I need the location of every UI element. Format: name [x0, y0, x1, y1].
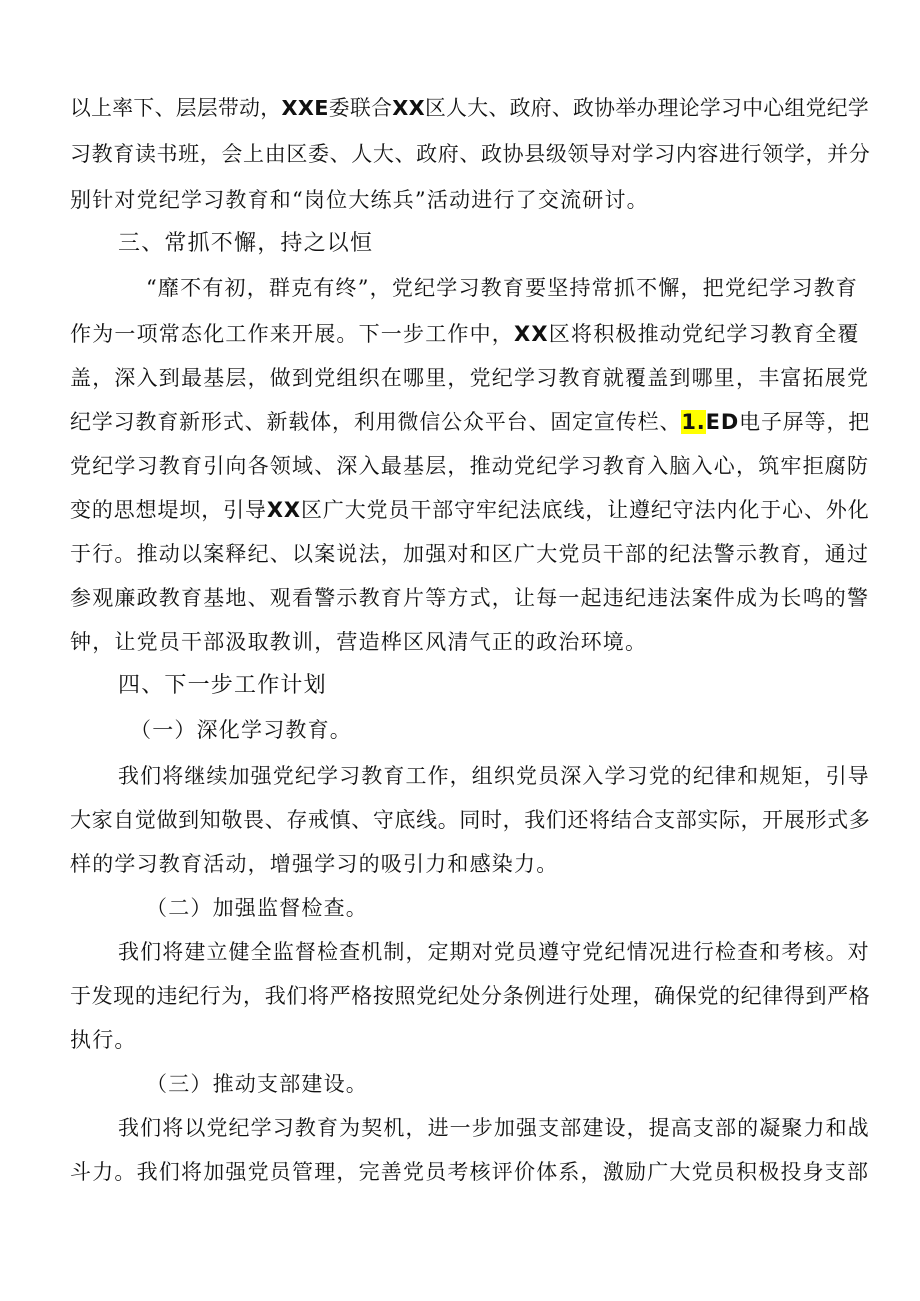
paragraph-line: [70, 496, 870, 524]
section-heading: 三、常抓不懈，持之以恒: [118, 231, 374, 256]
text-run-bold: XX: [514, 322, 549, 346]
subsection-title: （一）深化学习教育。: [130, 718, 352, 742]
paragraph-line: 大家自觉做到知敬畏、存戒慎、守底线。同时，我们还将结合支部实际，开展形式多: [70, 808, 871, 832]
section-heading: 四、下一步工作计划: [118, 673, 327, 698]
paragraph-line: 斗力。我们将加强党员管理，完善党员考核评价体系，激励广大党员积极投身支部: [70, 1160, 870, 1184]
text-run: 纪学习教育新形式、新载体，利用微信公众平台、固定宣传栏、: [70, 410, 682, 434]
paragraph-line: 习教育读书班，会上由区委、人大、政府、政协县级领导对学习内容进行领学，并分: [70, 142, 871, 166]
subsection-title: （三）推动支部建设。: [146, 1072, 368, 1096]
text-run: 委联合: [328, 96, 393, 120]
paragraph-line: 样的学习教育活动，增强学习的吸引力和感染力。: [70, 852, 559, 876]
text-run-bold: XX: [266, 498, 301, 522]
paragraph-line: 党纪学习教育引向各领域、深入最基层，推动党纪学习教育入脑入心，筑牢拒腐防: [70, 454, 870, 478]
paragraph-line: 执行。: [70, 1028, 137, 1052]
paragraph-line: 于发现的违纪行为，我们将严格按照党纪处分条例进行处理，确保党的纪律得到严格: [70, 984, 871, 1008]
paragraph-line: 于行。推动以案释纪、以案说法，加强对和区广大党员干部的纪法警示教育，通过: [70, 542, 870, 566]
text-run: 作为一项常态化工作来开展。下一步工作中，: [70, 322, 514, 346]
paragraph-line: 我们将建立健全监督检查机制，定期对党员遵守党纪情况进行检查和考核。对: [118, 940, 870, 964]
paragraph-line: 我们将继续加强党纪学习教育工作，组织党员深入学习党的纪律和规矩，引导: [118, 764, 870, 788]
paragraph-line: “靡不有初，群克有终”，党纪学习教育要坚持常抓不懈，把党纪学习教育: [146, 276, 859, 300]
text-run: 区人大、政府、政协举办理论学习中心组党纪学: [425, 96, 870, 120]
paragraph-line: 别针对党纪学习教育和“岗位大练兵”活动进行了交流研讨。: [70, 188, 649, 212]
paragraph-line: 钟，让党员干部汲取教训，营造桦区风清气正的政治环境。: [70, 630, 648, 654]
subsection-title: （二）加强监督检查。: [146, 896, 368, 920]
text-run-bold: XXE: [281, 96, 329, 120]
text-run-bold: ED: [705, 410, 740, 434]
paragraph-line: [70, 408, 870, 436]
paragraph-line: [70, 94, 870, 122]
paragraph-line: 我们将以党纪学习教育为契机，进一步加强支部建设，提高支部的凝聚力和战: [118, 1116, 870, 1140]
paragraph-line: 盖，深入到最基层，做到党组织在哪里，党纪学习教育就覆盖到哪里，丰富拓展党: [70, 366, 870, 390]
text-run: 电子屏等，把: [739, 410, 871, 434]
text-run: 区将积极推动党纪学习教育全覆: [548, 322, 860, 346]
paragraph-line: [70, 320, 870, 348]
text-run: 以上率下、层层带动，: [70, 96, 282, 120]
text-run-bold: XX: [392, 96, 426, 120]
text-run: 区广大党员干部守牢纪法底线，让遵纪守法内化于心、外化: [301, 498, 870, 522]
highlighted-text: 1.: [681, 410, 706, 434]
text-run: 变的思想堤坝，引导: [70, 498, 267, 522]
paragraph-line: 参观廉政教育基地、观看警示教育片等方式，让每一起违纪违法案件成为长鸣的警: [70, 586, 870, 610]
